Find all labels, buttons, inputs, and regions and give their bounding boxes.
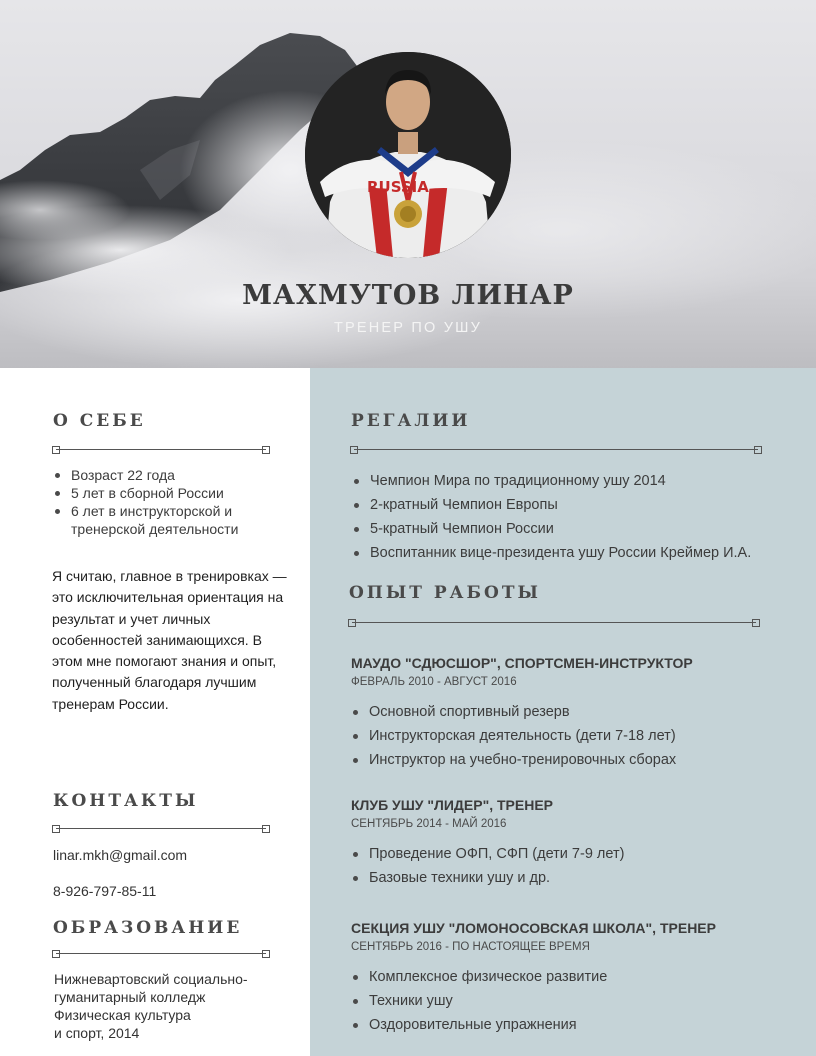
list-item: Оздоровительные упражнения [351,1013,607,1037]
contact-email[interactable]: linar.mkh@gmail.com [53,847,188,863]
education-line: Физическая культура [54,1007,191,1023]
about-paragraph: Я считаю, главное в тренировках — это исключительная ориентация на результат и учет личных особенностей занимающихся. В этом мне помогают знания и опыт, полученный благодаря лучшим тренерам России. [52,568,287,712]
education-divider [52,950,270,958]
about-title: О СЕБЕ [53,411,146,431]
education-line: Нижневартовский социально- [54,971,248,987]
contacts-divider [52,825,270,833]
list-item: Проведение ОФП, СФП (дети 7-9 лет) [351,842,624,866]
awards-divider [350,446,762,454]
list-item: Инструкторская деятельность (дети 7-18 лет) [351,724,676,748]
list-item: Возраст 22 года [53,466,238,484]
education-text [54,970,248,1042]
job-dates: СЕНТЯБРЬ 2016 - ПО НАСТОЯЩЕЕ ВРЕМЯ [351,941,590,953]
experience-title: ОПЫТ РАБОТЫ [349,583,541,603]
list-item: 2-кратный Чемпион Европы [352,493,751,517]
list-item-text: тренерской деятельности [71,521,239,537]
person-role: ТРЕНЕР ПО УШУ [333,320,483,336]
job-duties-list [351,965,607,1037]
profile-photo [305,52,511,258]
education-title: ОБРАЗОВАНИЕ [53,918,243,938]
contact-phone[interactable]: 8-926-797-85-11 [53,883,157,899]
list-item: Комплексное физическое развитие [351,965,607,989]
list-item: Базовые техники ушу и др. [351,866,624,890]
about-list [53,466,238,538]
job-title: МАУДО "СДЮСШОР", СПОРТСМЕН-ИНСТРУКТОР [351,655,693,671]
education-line: и спорт, 2014 [54,1025,140,1041]
person-name: МАХМУТОВ ЛИНАР [242,280,574,311]
list-item: Инструктор на учебно-тренировочных сборах [351,748,676,772]
list-item: Чемпион Мира по традиционному ушу 2014 [352,469,751,493]
list-item: Основной спортивный резерв [351,700,676,724]
about-divider [52,446,270,454]
list-item: 5-кратный Чемпион России [352,517,751,541]
list-item: 6 лет в инструкторской и [53,502,238,520]
experience-divider [348,619,760,627]
awards-list [352,469,751,565]
list-item: Техники ушу [351,989,607,1013]
svg-text:RUSSIA: RUSSIA [367,178,429,196]
list-item: Воспитанник вице-президента ушу России Креймер И.А. [352,541,751,565]
job-title: СЕКЦИЯ УШУ "ЛОМОНОСОВСКАЯ ШКОЛА", ТРЕНЕР [351,920,716,936]
list-item-continuation [53,520,238,538]
education-line: гуманитарный колледж [54,989,206,1005]
job-duties-list [351,842,624,890]
job-dates: ФЕВРАЛЬ 2010 - АВГУСТ 2016 [351,676,517,688]
list-item: 5 лет в сборной России [53,484,238,502]
job-dates: СЕНТЯБРЬ 2014 - МАЙ 2016 [351,818,507,830]
header-banner [0,0,816,368]
job-duties-list [351,700,676,772]
job-title: КЛУБ УШУ "ЛИДЕР", ТРЕНЕР [351,797,554,813]
contacts-title: КОНТАКТЫ [53,791,199,811]
awards-title: РЕГАЛИИ [351,411,471,431]
